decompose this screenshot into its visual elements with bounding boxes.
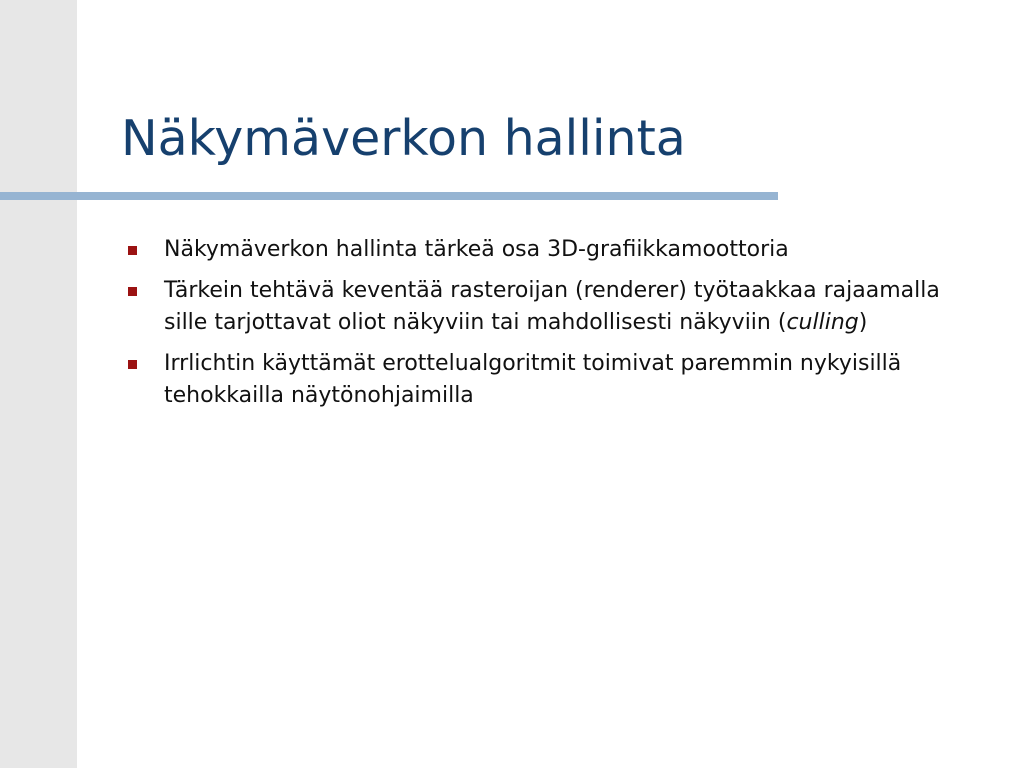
bullet-square-icon [128, 360, 137, 369]
bullet-item-1 [126, 234, 946, 266]
bullet-item-2 [126, 275, 946, 339]
bullet-square-icon [128, 287, 137, 296]
bullet-text-italic: culling [786, 310, 859, 335]
bullet-text [164, 278, 940, 335]
slide-title: Näkymäverkon hallinta [121, 110, 686, 167]
bullet-text-part: Tärkein tehtävä keventää rasteroijan (renderer) työtaakkaa rajaamalla sille tarjottavat oliot näkyviin tai mahdollisesti näkyviin ( [164, 278, 940, 335]
bullet-square-icon [128, 246, 137, 255]
bullet-item-3 [126, 348, 946, 412]
bullet-text: Irrlichtin käyttämät erottelualgoritmit toimivat paremmin nykyisillä tehokkailla näytönohjaimilla [164, 351, 902, 408]
title-underline [0, 192, 778, 200]
bullet-list [126, 234, 946, 421]
bullet-text-part: ) [858, 310, 868, 335]
bullet-text: Näkymäverkon hallinta tärkeä osa 3D-grafiikkamoottoria [164, 237, 789, 262]
left-sidebar-band [0, 0, 77, 768]
